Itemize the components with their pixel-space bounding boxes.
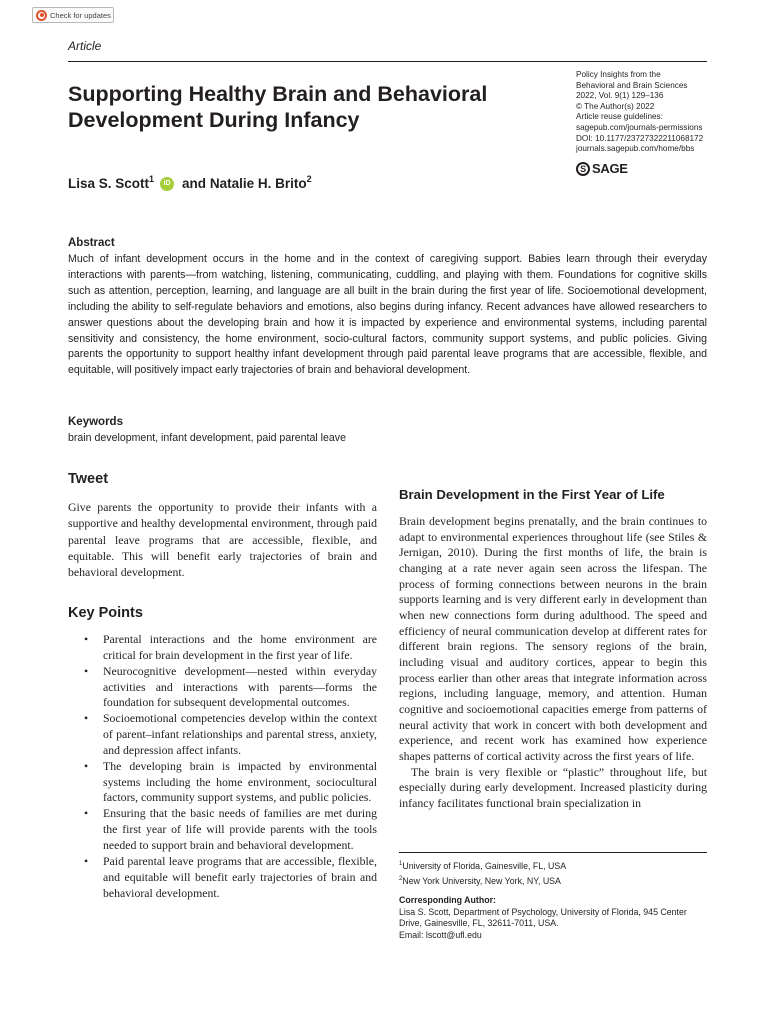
affiliation — [399, 858, 707, 873]
journal-line: © The Author(s) 2022 — [576, 101, 655, 111]
corresponding-email[interactable]: Email: lscott@ufl.edu — [399, 929, 482, 940]
header-divider — [68, 61, 707, 62]
article-type-label: Article — [68, 39, 102, 53]
journal-home-link[interactable]: journals.sagepub.com/home/bbs — [576, 144, 695, 154]
article-title: Supporting Healthy Brain and Behavioral Development During Infancy — [68, 82, 488, 132]
journal-line: 2022, Vol. 9(1) 129–136 — [576, 91, 664, 101]
affiliation-number: 2 — [399, 875, 403, 882]
author-connector: and — [182, 176, 207, 191]
list-item: • Neurocognitive development—nested within everyday activities and interactions with parents—forms the foundation for subsequent developmental outcomes. — [84, 664, 377, 712]
abstract-text: Much of infant development occurs in the home and in the context of caregiving support. Babies learn through their everyday interactions with parents—from watching, listening, communicating, cuddling, and playing with them. Foundations for cognitive skills such as attention, perception, learning, and language are all built in the brain during the first year of life. Socioemotional development, including the ability to self-regulate behaviors and emotions, also begins during infancy. Recent advances have allowed researchers to answer questions about the developing brain and how it is impacted by experience and environmental systems, including parental sensitivity and consistency, the home environment, socio-cultural factors, community support systems, and public policies. Giving parents the opportunity to support healthy infant development through paid parental leave programs that are accessible, flexible, and equitable, will positively impact early trajectories of brain and behavioral development. — [68, 253, 707, 377]
journal-line: Behavioral and Brain Sciences — [576, 80, 688, 90]
check-for-updates-label: Check for updates — [50, 10, 111, 20]
list-item: • Paid parental leave programs that are accessible, flexible, and equitable will benefit early trajectories of brain and behavioral development. — [84, 854, 377, 902]
affiliation-marker: 2 — [306, 173, 312, 184]
key-points-list — [84, 632, 377, 901]
section-body — [399, 514, 707, 811]
affiliation-marker: 1 — [149, 173, 155, 184]
body-paragraph: The brain is very flexible or “plastic” throughout life, but especially during early development. Increased plasticity during infancy facilitates functional brain specialization in — [399, 764, 707, 810]
affiliation-number: 1 — [399, 861, 403, 867]
list-item: • Socioemotional competencies develop within the context of parent–infant relationships and parental stress, anxiety, and depression affect infants. — [84, 711, 377, 759]
abstract-heading: Abstract — [68, 237, 115, 249]
affiliations — [399, 858, 707, 888]
permissions-link[interactable]: sagepub.com/journals-permissions — [576, 122, 703, 132]
tweet-text: Give parents the opportunity to provide their infants with a supportive and healthy developmental environment, through paid parental leave programs that are accessible, flexible, and equitable. This will benefit early trajectories of brain and behavioral development. — [68, 500, 377, 580]
affiliation — [399, 873, 707, 888]
list-item: • The developing brain is impacted by environmental systems including the home environment, sociocultural factors, community support systems, and public policies. — [84, 759, 377, 807]
key-points-heading: Key Points — [68, 605, 143, 621]
footnote-divider — [399, 852, 707, 853]
sage-logo — [576, 161, 628, 176]
journal-line: Article reuse guidelines: — [576, 112, 663, 122]
sage-s-icon: S — [576, 162, 590, 176]
affiliation-text: New York University, New York, NY, USA — [402, 875, 561, 886]
journal-info — [576, 70, 716, 155]
corresponding-address: Lisa S. Scott, Department of Psychology, University of Florida, 945 Center Drive, Gainesville, FL, 32611-7011, USA. — [399, 906, 687, 929]
check-updates-icon — [36, 10, 47, 21]
doi-link[interactable]: DOI: 10.1177/23727322211068172 — [576, 133, 704, 143]
journal-line: Policy Insights from the — [576, 70, 661, 79]
author-name[interactable]: Natalie H. Brito — [209, 176, 307, 191]
tweet-heading: Tweet — [68, 471, 109, 487]
list-item: • Parental interactions and the home environment are critical for brain development in the first year of life. — [84, 632, 377, 664]
keywords-text: brain development, infant development, paid parental leave — [68, 432, 346, 444]
list-item: • Ensuring that the basic needs of families are met during the first year of life will provide parents with the tools needed to support brain and behavioral development. — [84, 806, 377, 854]
section-heading: Brain Development in the First Year of Life — [399, 487, 665, 502]
corresponding-heading: Corresponding Author: — [399, 895, 496, 905]
orcid-icon[interactable]: iD — [160, 177, 174, 191]
check-for-updates-badge[interactable] — [32, 7, 114, 23]
author-line — [68, 173, 312, 191]
body-paragraph: Brain development begins prenatally, and the brain continues to adapt to environmental experiences throughout life (see Stiles & Jernigan, 2010). During the first months of life, the brain is changing at a rate never again seen across the lifespan. The process of forming connections between neurons in the brain supports learning and is very different early in development than when new connections form during adulthood. The speed and efficiency of neural communication develop at different rates for different brain regions. The sensory regions of the brain, including visual and auditory cortices, appear to begin this process earlier than other areas that integrate information across regions, including language, memory, and attention. Human cognitive and socioemotional capacities emerge from patterns of neural activity that work in concert with both development and experience, and recent work has examined how experience shapes patterns of cortical activity across the first years of life. — [399, 514, 707, 763]
keywords-heading: Keywords — [68, 416, 123, 428]
author-name[interactable]: Lisa S. Scott — [68, 176, 150, 191]
corresponding-author — [399, 895, 707, 941]
affiliation-text: University of Florida, Gainesville, FL, USA — [402, 860, 567, 871]
publisher-name: SAGE — [592, 161, 628, 176]
